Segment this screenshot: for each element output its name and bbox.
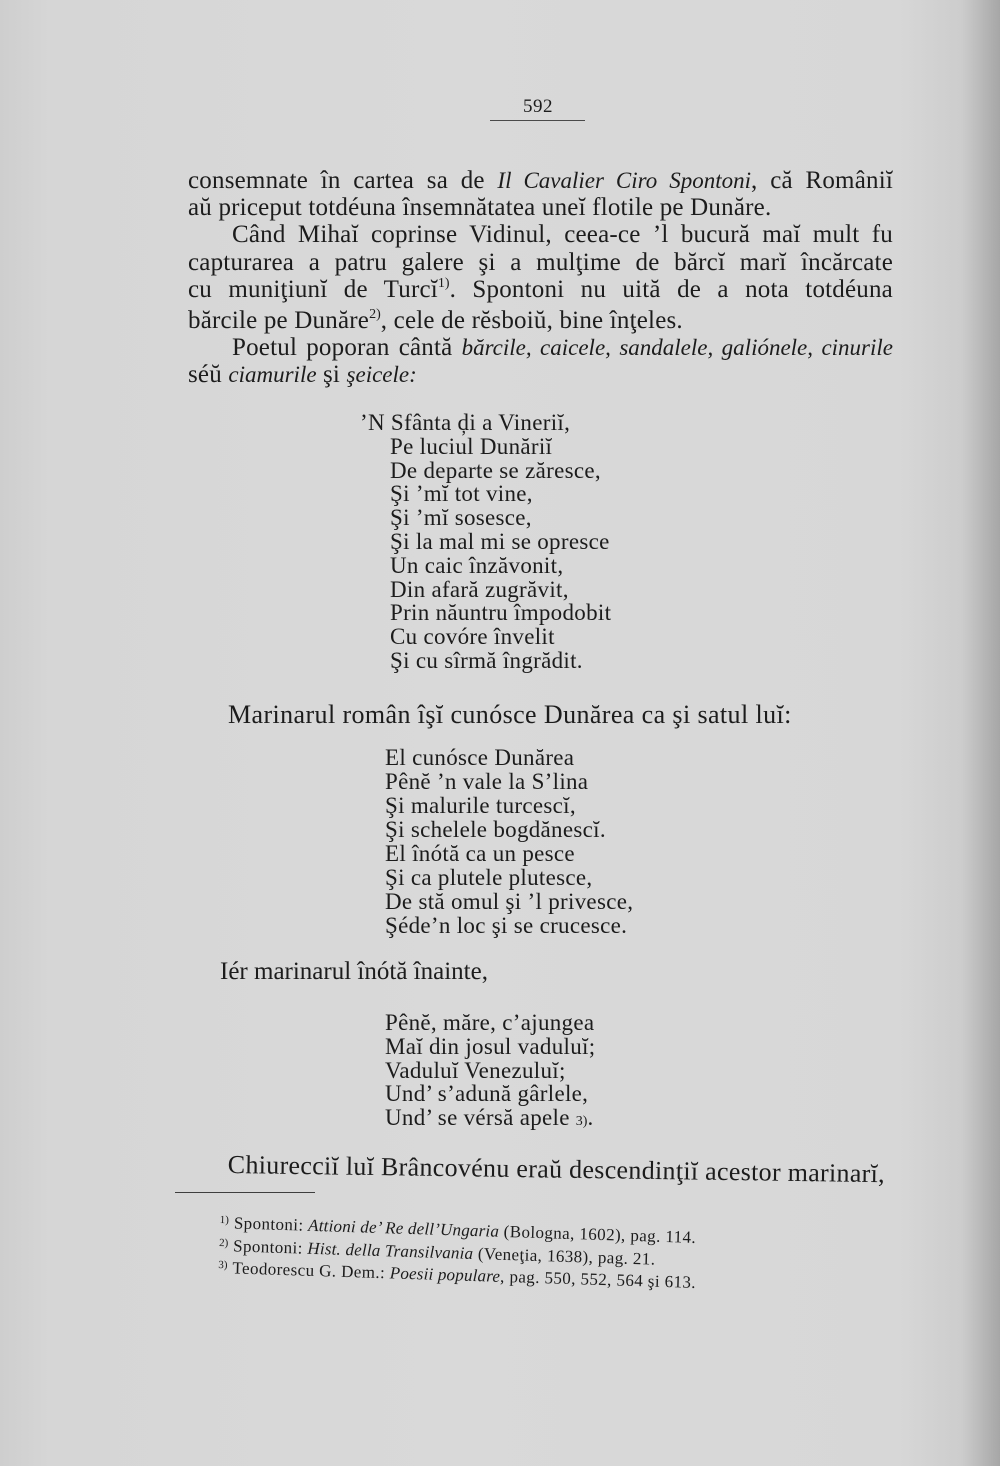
footnote-1-rest: (Bologna, 1602), pag. 114.	[498, 1221, 697, 1247]
poem-3-line-5	[385, 1106, 595, 1134]
footnote-rule	[175, 1192, 315, 1193]
poem-3	[385, 1011, 595, 1134]
poem-3-line-1: Pênĕ, măre, c’ajungea	[385, 1010, 595, 1035]
poem-1-line-7: Un caic înzăvonit,	[390, 552, 564, 578]
poem-1-line-2: Pe luciul Dunăriĭ	[390, 433, 553, 459]
poem-3-line-5-text: Und’ se vérsă apele	[385, 1105, 576, 1130]
poem-2-line-1: El cunósce Dunărea	[385, 745, 575, 770]
poem-1-line-6: Şi la mal mi se opresce	[390, 528, 610, 554]
footnote-ref-3: 3)	[575, 1114, 588, 1129]
prose-line-7-text: Poetul poporan cântă	[232, 334, 462, 361]
prose-line-2: aŭ priceput totdéuna însemnătatea uneĭ flotile pe Dunăre.	[188, 194, 772, 222]
page-number-rule	[490, 120, 585, 121]
footnote-3-title: Poesii populare	[389, 1263, 501, 1286]
poem-3-line-5-end: .	[587, 1105, 594, 1130]
footnote-1-author: Spontoni:	[233, 1213, 309, 1235]
seicele-italic: şeicele:	[346, 362, 417, 388]
poem-1	[360, 410, 612, 673]
marinarul-line: Marinarul român îşĭ cunósce Dunărea ca şi satul luĭ:	[228, 700, 792, 729]
footnote-2-rest: (Veneţia, 1638), pag. 21.	[472, 1243, 656, 1269]
prose-line-6-end: , cele de rĕsboiŭ, bine înţeles.	[380, 307, 683, 335]
ciamurile-italic: ciamurile	[228, 362, 317, 388]
boat-names-italic: bărcile, caicele, sandalele, galiónele, cinurile	[461, 335, 893, 360]
footnote-3-marker: 3)	[218, 1258, 228, 1272]
page-number: 592	[523, 96, 553, 117]
poem-2-line-7: De stă omul şi ’l privesce,	[385, 889, 634, 914]
poem-1-line-8: Din afară zugrăvit,	[390, 576, 569, 602]
prose-line-1-text: consemnate în cartea sa de	[188, 167, 498, 194]
poem-1-line-4: Şi ’mĭ tot vine,	[390, 481, 533, 507]
prose-line-6-text: bărcile pe Dunăre	[188, 307, 370, 335]
prose-line-8-and: şi	[316, 361, 347, 389]
prose-line-4: capturarea a patru galere şi a mulţime de bărcĭ marĭ încărcate	[188, 248, 893, 276]
poem-2-line-6: Şi ca plutele plutesce,	[385, 865, 593, 890]
poem-2-line-4: Şi schelele bogdănescĭ.	[385, 817, 606, 842]
prose-line-8-text: séŭ	[188, 361, 229, 389]
footnote-2-author: Spontoni:	[232, 1235, 308, 1258]
poem-3-line-3: Vaduluĭ Venezuluĭ;	[385, 1057, 566, 1083]
prose-line-3: Când Mihaĭ coprinse Vidinul, ceea-ce ’l bucură maĭ mult fu	[232, 221, 893, 249]
footnote-ref-2: 2)	[369, 307, 381, 323]
footnote-1-title: Attioni de’ Re dell’Ungaria	[307, 1215, 500, 1241]
chiureccii-line: Chiurecciĭ luĭ Brâncovénu eraŭ descendinţiĭ acestor marinarĭ,	[227, 1150, 886, 1189]
paragraph-spontoni-mihai	[188, 167, 893, 338]
poem-3-line-4: Und’ s’adună gârlele,	[385, 1081, 589, 1107]
footnotes	[218, 1213, 698, 1295]
poem-1-line-3: De departe se zăresce,	[390, 457, 601, 483]
ier-line: Iér marinarul înótă înainte,	[220, 958, 488, 985]
poem-2-line-2: Pênĕ ’n vale la S’lina	[385, 769, 589, 794]
poem-1-line-1: ’N Sfânta ḑi a Vineriĭ,	[360, 410, 571, 435]
poem-1-line-9: Prin năuntru împodobit	[390, 600, 612, 626]
footnote-ref-1: 1)	[437, 275, 450, 291]
paragraph-poetul-poporan	[188, 334, 893, 388]
poem-2-line-5: El înótă ca un pesce	[385, 841, 575, 866]
poem-3-line-2: Maĭ din josul vaduluĭ;	[385, 1033, 596, 1059]
prose-line-1-end: , că Româniĭ	[751, 167, 893, 194]
prose-line-5-end: . Spontoni nu uită de a nota totdéuna	[449, 275, 893, 303]
poem-1-line-5: Şi ’mĭ sosesce,	[390, 505, 532, 531]
footnote-3-rest: , pag. 550, 552, 564 şi 613.	[499, 1266, 697, 1292]
footnote-1-marker: 1)	[219, 1213, 230, 1227]
poem-2-line-8: Şéde’n loc şi se crucesce.	[385, 913, 628, 938]
prose-line-5	[188, 276, 893, 307]
poem-1-line-10: Cu covóre învelit	[390, 624, 555, 650]
footnote-2-marker: 2)	[218, 1236, 229, 1249]
poem-2-line-3: Şi malurile turcescĭ,	[385, 793, 576, 818]
poem-1-line-11: Şi cu sîrmă îngrădit.	[390, 647, 583, 673]
prose-line-5-text: cu muniţiunĭ de Turcĭ	[188, 275, 438, 303]
book-title-italic: Il Cavalier Ciro Spontoni	[497, 168, 752, 193]
page-edge-shadow	[962, 0, 1000, 1466]
footnote-3-author: Teodorescu G. Dem.:	[232, 1258, 391, 1283]
poem-2	[385, 746, 633, 938]
prose-line-7	[232, 334, 893, 361]
footnote-2-title: Hist. della Transilvania	[307, 1238, 474, 1263]
prose-line-1	[188, 167, 893, 194]
prose-line-8	[188, 361, 893, 388]
